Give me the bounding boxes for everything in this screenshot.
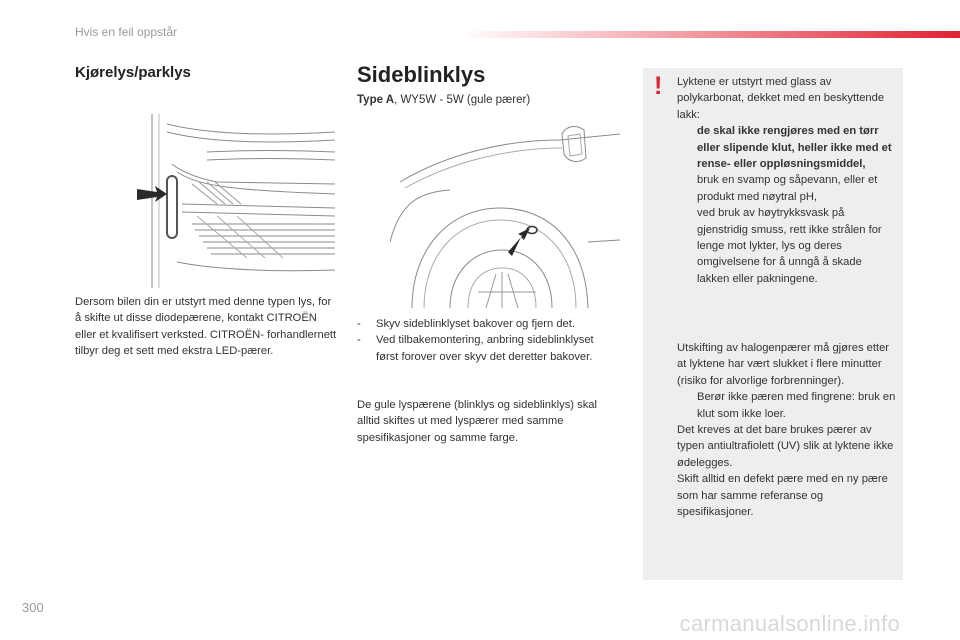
info-bullet: Berør ikke pæren med fingrene: bruk en klut som ikke loer. xyxy=(697,391,896,420)
list-marker: - xyxy=(357,318,361,330)
list-item xyxy=(357,316,619,332)
removal-steps xyxy=(357,316,619,365)
warning-bullet: ved bruk av høytrykksvask på gjenstridig smuss, rett ikke strålen for lenge mot lykter, lys og deres omgivelsene for å unngå å skade lakken eller pakningene. xyxy=(697,207,882,285)
section-heading-side-indicators: Sideblinklys xyxy=(357,62,486,87)
list-item xyxy=(677,389,897,422)
bullet-icon xyxy=(677,123,697,172)
list-item xyxy=(357,332,619,365)
info-paragraph: Utskifting av halogenpærer må gjøres etter at lyktene har vært slukket i flere minutter (risiko for alvorlige forbrenninger). xyxy=(677,342,890,387)
watermark: carmanualsonline.info xyxy=(679,611,900,636)
bulb-type-value: , WY5W - 5W (gule pærer) xyxy=(394,94,531,106)
step-text: Ved tilbakemontering, anbring sideblinklyset først forover over skyv det deretter bakover. xyxy=(376,334,594,363)
warning-bullet: de skal ikke rengjøres med en tørr eller slipende klut, heller ikke med et rense- eller oppløsningsmiddel, xyxy=(697,125,892,171)
info-text xyxy=(677,340,897,520)
bullet-icon xyxy=(677,172,697,205)
left-body-text: Dersom bilen din er utstyrt med denne typen lys, for å skifte ut disse diodepærene, kontakt CITROËN eller et kvalifisert verksted. CITROËN- forhandlernett tilbyr deg et sett med ekstra LED-pærer. xyxy=(75,296,337,358)
led-light-strip xyxy=(167,176,177,238)
bulb-color-note: De gule lyspærene (blinklys og sideblinklys) skal alltid skiftes ut med lyspærer med samme spesifikasjoner og samme farge. xyxy=(357,399,598,444)
list-marker: - xyxy=(357,334,361,347)
warning-text xyxy=(677,74,897,287)
wheel-arch-illustration xyxy=(390,122,620,310)
warning-intro: Lyktene er utstyrt med glass av polykarbonat, dekket med en beskyttende lakk: xyxy=(677,76,885,121)
front-bumper-illustration xyxy=(137,112,337,290)
page-number: 300 xyxy=(22,600,44,615)
warning-icon: ! xyxy=(654,72,663,100)
running-header: Hvis en feil oppstår xyxy=(75,25,178,39)
header-accent-bar xyxy=(460,31,960,38)
bullet-icon xyxy=(677,205,697,287)
pointer-arrow-icon xyxy=(508,228,530,256)
bulb-spec xyxy=(357,94,530,106)
warning-bullet: bruk en svamp og såpevann, eller et produkt med nøytral pH, xyxy=(697,174,878,203)
section-heading-daytime-lights: Kjørelys/parklys xyxy=(75,64,191,81)
bulb-type-label: Type A xyxy=(357,94,395,106)
list-item xyxy=(677,205,897,287)
info-paragraph: Det kreves at det bare brukes pærer av typen antiultrafiolett (UV) slik at lyktene ikke ødelegges. xyxy=(677,424,894,469)
bullet-icon xyxy=(677,389,697,422)
info-paragraph: Skift alltid en defekt pære med en ny pære som har samme referanse og spesifikasjoner. xyxy=(677,473,888,519)
step-text: Skyv sideblinklyset bakover og fjern det. xyxy=(376,318,575,330)
list-item xyxy=(677,123,897,172)
list-item xyxy=(677,172,897,205)
